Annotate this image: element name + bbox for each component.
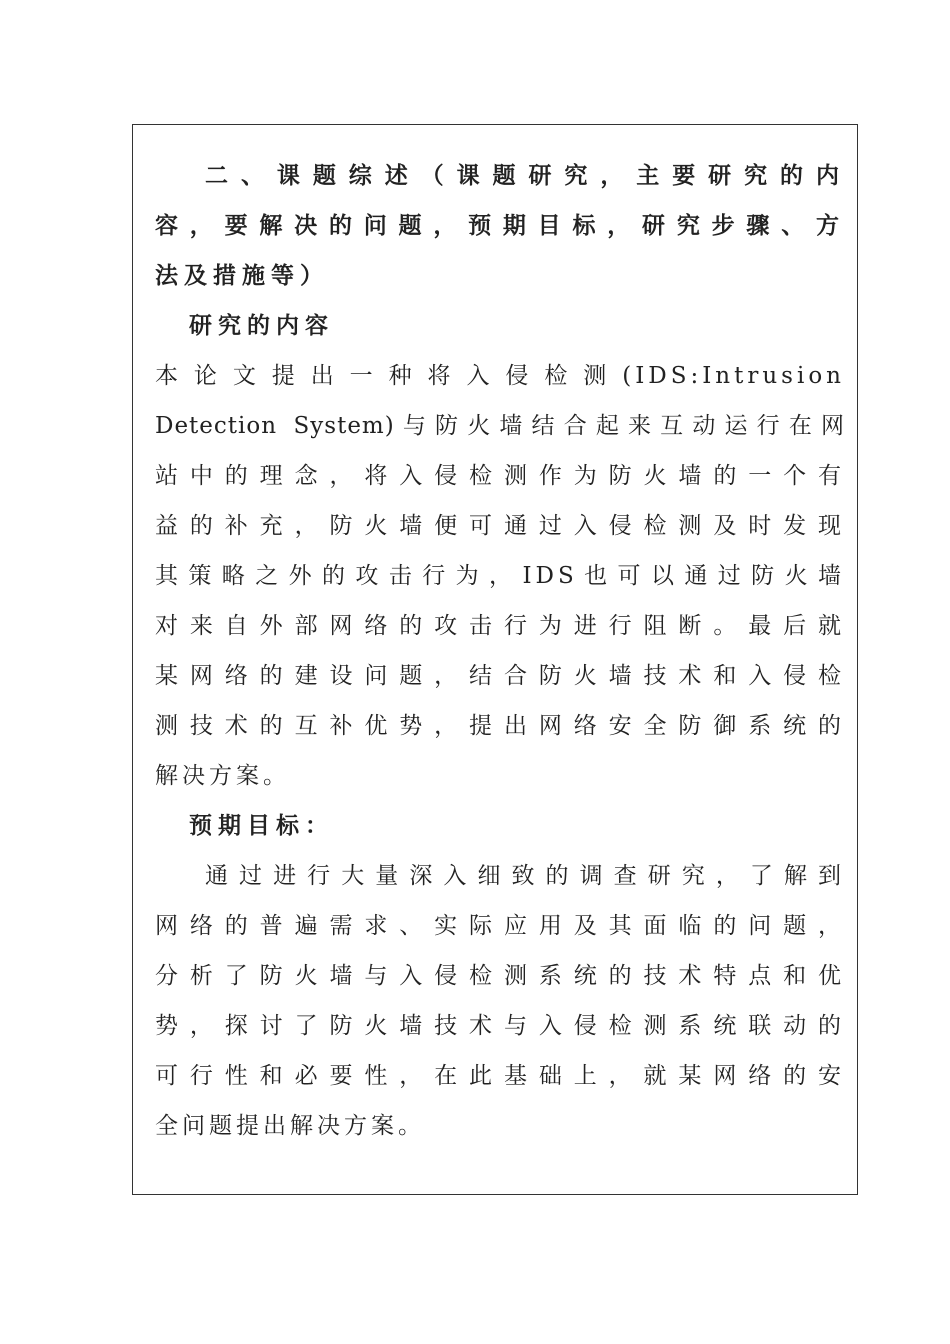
document-frame: [132, 124, 858, 1195]
paragraph-line: 网络的普遍需求、实际应用及其面临的问题，: [155, 913, 845, 939]
paragraph-line: Detection System)与防火墙结合起来互动运行在网: [155, 413, 845, 439]
research-content-paragraph: [155, 351, 845, 801]
paragraph-line: 通过进行大量深入细致的调查研究，了解到: [205, 863, 845, 889]
section-heading-line-2: 容，要解决的问题，预期目标，研究步骤、方: [155, 213, 845, 239]
section-heading-line-3: 法及措施等）: [155, 263, 329, 289]
paragraph-line: 其策略之外的攻击行为，IDS也可以通过防火墙: [155, 563, 845, 589]
paragraph-line: 本论文提出一种将入侵检测(IDS:Intrusion: [155, 363, 845, 389]
paragraph-line: 站中的理念，将入侵检测作为防火墙的一个有: [155, 463, 845, 489]
paragraph-line: 可行性和必要性，在此基础上，就某网络的安: [155, 1063, 845, 1089]
expected-goals-heading: 预期目标：: [189, 813, 334, 839]
paragraph-line: 测技术的互补优势，提出网络安全防御系统的: [155, 713, 845, 739]
document-content: [155, 151, 845, 1151]
paragraph-line: 分析了防火墙与入侵检测系统的技术特点和优: [155, 963, 845, 989]
paragraph-line: 益的补充，防火墙便可通过入侵检测及时发现: [155, 513, 845, 539]
paragraph-line: 某网络的建设问题，结合防火墙技术和入侵检: [155, 663, 845, 689]
section-heading: [155, 151, 845, 301]
research-content-heading: 研究的内容: [189, 313, 334, 339]
paragraph-line: 解决方案。: [155, 763, 290, 789]
paragraph-line: 对来自外部网络的攻击行为进行阻断。最后就: [155, 613, 845, 639]
section-heading-line-1: 二、课题综述（课题研究，主要研究的内: [205, 163, 845, 189]
paragraph-line: 全问题提出解决方案。: [155, 1113, 425, 1139]
expected-goals-paragraph: [155, 851, 845, 1151]
paragraph-line: 势，探讨了防火墙技术与入侵检测系统联动的: [155, 1013, 845, 1039]
